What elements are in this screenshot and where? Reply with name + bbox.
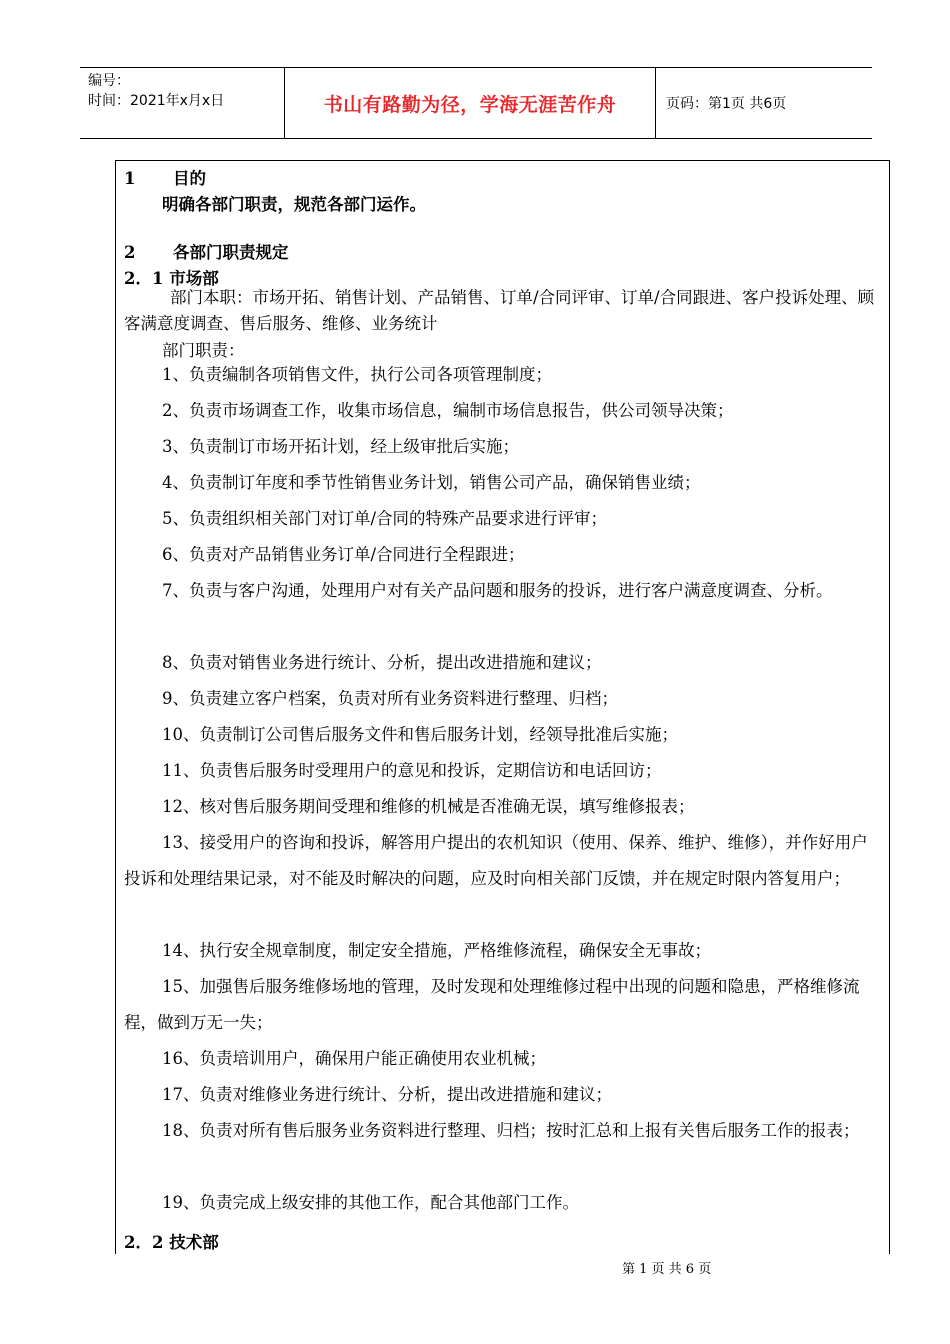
duty-item-17: 17、负责对维修业务进行统计、分析，提出改进措施和建议；	[162, 1085, 612, 1104]
duty-item-13: 13、接受用户的咨询和投诉，解答用户提出的农机知识（使用、保养、维护、维修），并作好用户投诉和处理结果记录，对不能及时解决的问题，应及时向相关部门反馈，并在规定时限内答复用户；	[124, 833, 868, 888]
duty-item-10: 10、负责制订公司售后服务文件和售后服务计划，经领导批准后实施；	[162, 725, 678, 744]
duty-item-5: 5、负责组织相关部门对订单/合同的特殊产品要求进行评审；	[162, 509, 608, 528]
duty-item-6: 6、负责对产品销售业务订单/合同进行全程跟进；	[162, 545, 525, 564]
motto-text: 书山有路勤为径，学海无涯苦作舟	[323, 93, 617, 116]
duty-item-16: 16、负责培训用户，确保用户能正确使用农业机械；	[162, 1049, 546, 1068]
duty-item-4: 4、负责制订年度和季节性销售业务计划，销售公司产品，确保销售业绩；	[162, 473, 701, 492]
document-header	[80, 67, 872, 139]
duty-item-15: 15、加强售后服务维修场地的管理，及时发现和处理维修过程中出现的问题和隐患，严格维修流程，做到万无一失；	[124, 977, 860, 1032]
subsection-tech-heading: 2．2 技术部	[124, 1233, 219, 1252]
duty-item-2: 2、负责市场调查工作，收集市场信息，编制市场信息报告，供公司领导决策；	[162, 401, 734, 420]
section1-title: 目的	[172, 169, 206, 188]
subsection-market-heading: 2．1 市场部	[124, 269, 219, 288]
duty-item-19: 19、负责完成上级安排的其他工作，配合其他部门工作。	[162, 1193, 579, 1212]
section2-title: 各部门职责规定	[172, 243, 289, 262]
duties-label: 部门职责：	[162, 341, 245, 360]
header-page-cell	[656, 68, 872, 138]
header-left-cell	[80, 68, 284, 138]
code-label: 编号：	[88, 73, 130, 89]
duty-item-1: 1、负责编制各项销售文件，执行公司各项管理制度；	[162, 365, 552, 384]
duty-item-18: 18、负责对所有售后服务业务资料进行整理、归档；按时汇总和上报有关售后服务工作的报表；	[162, 1121, 860, 1140]
duty-item-14: 14、执行安全规章制度，制定安全措施，严格维修流程，确保安全无事故；	[162, 941, 711, 960]
content-box	[115, 160, 890, 1254]
section2-number: 2	[124, 243, 136, 262]
page-info: 页码：第1页 共6页	[666, 96, 787, 112]
duty-item-12: 12、核对售后服务期间受理和维修的机械是否准确无误，填写维修报表；	[162, 797, 695, 816]
duty-item-8: 8、负责对销售业务进行统计、分析，提出改进措施和建议；	[162, 653, 602, 672]
duty-item-11: 11、负责售后服务时受理用户的意见和投诉，定期信访和电话回访；	[162, 761, 662, 780]
page-footer: 第 1 页 共 6 页	[622, 1262, 712, 1277]
section1-number: 1	[124, 169, 136, 188]
duty-item-7: 7、负责与客户沟通，处理用户对有关产品问题和服务的投诉，进行客户满意度调查、分析。	[162, 581, 833, 600]
section1-body: 明确各部门职责，规范各部门运作。	[162, 195, 426, 214]
dept-role-text: 部门本职：市场开拓、销售计划、产品销售、订单/合同评审、订单/合同跟进、客户投诉处理、顾客满意度调查、售后服务、维修、业务统计	[124, 288, 875, 333]
header-motto-cell	[284, 68, 656, 138]
duty-item-9: 9、负责建立客户档案，负责对所有业务资料进行整理、归档；	[162, 689, 618, 708]
duty-item-3: 3、负责制订市场开拓计划，经上级审批后实施；	[162, 437, 519, 456]
section1-heading	[124, 165, 206, 189]
section2-heading	[124, 239, 288, 263]
time-label: 时间：2021年x月x日	[88, 93, 225, 109]
